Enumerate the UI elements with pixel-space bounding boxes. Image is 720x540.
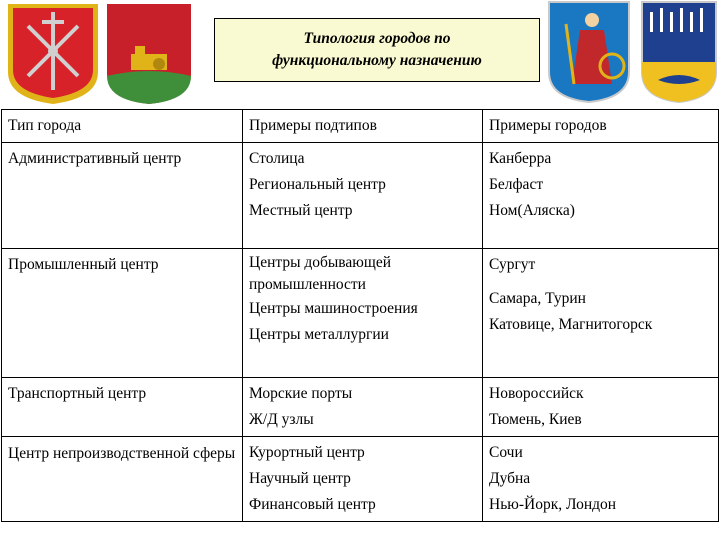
subtype-item: Местный центр xyxy=(249,202,353,219)
city-item: Сургут xyxy=(489,256,536,273)
title-line-2: функциональному назначению xyxy=(272,52,482,69)
header-row xyxy=(2,110,719,143)
subtype-item: Курортный центр xyxy=(249,444,365,461)
subtype-item: Морские порты xyxy=(249,385,353,402)
norilsk-emblem xyxy=(640,0,718,104)
table-row xyxy=(2,249,719,378)
city-typology-table xyxy=(1,109,719,522)
subtypes-cell xyxy=(243,378,483,437)
city-item: Нью-Йорк, Лондон xyxy=(489,496,617,513)
subtypes-cell xyxy=(243,249,483,378)
city-item: Самара, Турин xyxy=(489,290,586,307)
cities-cell xyxy=(483,378,719,437)
city-type-text: Промышленный центр xyxy=(8,256,159,273)
city-item: Дубна xyxy=(489,470,531,487)
table-row xyxy=(2,143,719,249)
cities-cell xyxy=(483,143,719,249)
table-row xyxy=(2,437,719,522)
city-type-cell xyxy=(2,143,243,249)
cities-cell xyxy=(483,437,719,522)
header-city-type: Тип города xyxy=(2,110,243,143)
tula-emblem xyxy=(6,2,100,106)
subtypes-cell xyxy=(243,437,483,522)
subtype-item: промышленности xyxy=(249,276,366,293)
city-type-text: Центр непроизводственной сферы xyxy=(8,445,236,462)
cities-cell xyxy=(483,249,719,378)
city-type-cell xyxy=(2,249,243,378)
subtype-item: Столица xyxy=(249,150,305,167)
city-type-cell xyxy=(2,378,243,437)
subtype-item: Ж/Д узлы xyxy=(249,411,314,428)
city-item: Ном(Аляска) xyxy=(489,202,575,219)
subtypes-cell xyxy=(243,143,483,249)
subtype-item: Центры добывающей xyxy=(249,254,391,271)
subtype-item: Финансовый центр xyxy=(249,496,376,513)
header-subtype-examples: Примеры подтипов xyxy=(243,110,483,143)
title-line-1: Типология городов по xyxy=(303,30,451,47)
city-type-text: Административный центр xyxy=(8,150,182,167)
subtype-item: Научный центр xyxy=(249,470,351,487)
city-item: Сочи xyxy=(489,444,523,461)
subtype-item: Региональный центр xyxy=(249,176,386,193)
city-item: Канберра xyxy=(489,150,552,167)
city-item: Тюмень, Киев xyxy=(489,411,582,428)
city-item: Катовице, Магнитогорск xyxy=(489,316,653,333)
header-city-examples: Примеры городов xyxy=(483,110,719,143)
city-type-cell xyxy=(2,437,243,522)
city-type-text: Транспортный центр xyxy=(8,385,147,402)
bryansk-emblem xyxy=(105,2,193,106)
city-item: Новороссийск xyxy=(489,385,584,402)
slide-title xyxy=(214,18,540,82)
city-item: Белфаст xyxy=(489,176,544,193)
ivanovo-emblem xyxy=(546,0,632,104)
subtype-item: Центры машиностроения xyxy=(249,300,418,317)
subtype-item: Центры металлургии xyxy=(249,326,389,343)
table-row xyxy=(2,378,719,437)
